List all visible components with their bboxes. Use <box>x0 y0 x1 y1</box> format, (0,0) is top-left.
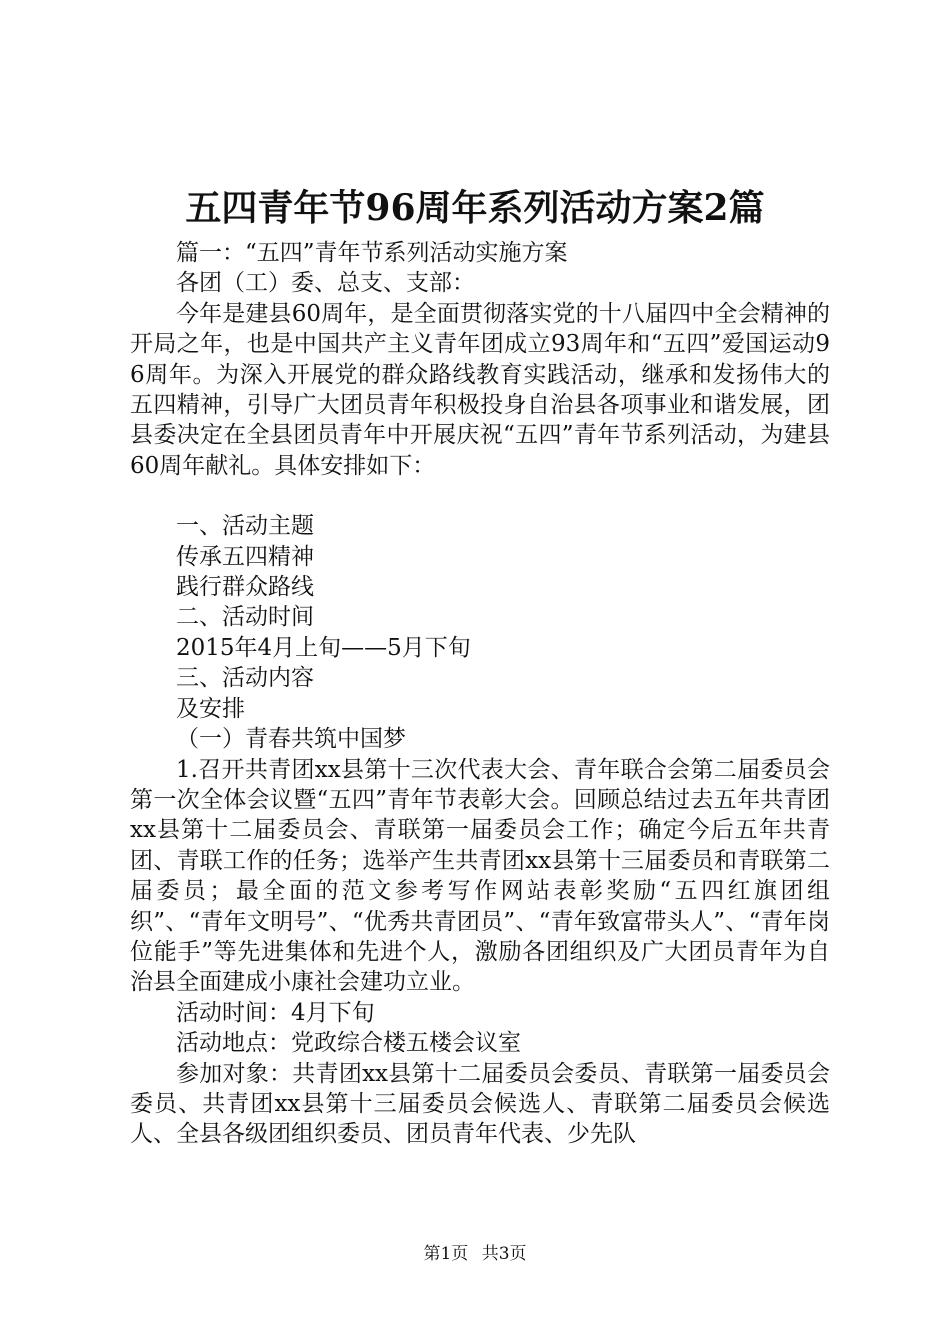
theme-line-1: 传承五四精神 <box>176 543 314 570</box>
heading-activity-time: 二、活动时间 <box>176 604 314 631</box>
section-heading: 篇一：“五四”青年节系列活动实施方案 <box>176 240 568 266</box>
document-body <box>130 238 830 1150</box>
activity-time-range: 2015年4月上旬——5月下旬 <box>176 634 471 661</box>
participants-paragraph: 参加对象：共青团xx县第十二届委员会委员、青联第一届委员会委员、共青团xx县第十三届委员会候选人、青联第二届委员会候选人、全县各级团组织委员、团员青年代表、少先队 <box>130 1060 830 1148</box>
intro-paragraph: 今年是建县60周年，是全面贯彻落实党的十八届四中全会精神的开局之年，也是中国共产主义青年团成立93周年和“五四”爱国运动96周年。为深入开展党的群众路线教育实践活动，继承和发扬伟大的五四精神，引导广大团员青年积极投身自治县各项事业和谐发展，团县委决定在全县团员青年中开展庆祝“五四”青年节系列活动，为建县60周年献礼。具体安排如下： <box>130 300 830 479</box>
heading-arrangement: 及安排 <box>176 695 245 722</box>
activity-location-line: 活动地点：党政综合楼五楼会议室 <box>176 1030 521 1057</box>
subheading-youth-dream: （一）青春共筑中国梦 <box>176 726 406 753</box>
document-title: 五四青年节96周年系列活动方案2篇 <box>185 187 765 229</box>
activity-time-line: 活动时间：4月下旬 <box>176 999 375 1026</box>
heading-activity-theme: 一、活动主题 <box>176 513 314 540</box>
item-1-paragraph: 1.召开共青团xx县第十三次代表大会、青年联合会第二届委员会第一次全体会议暨“五四”青年节表彰大会。回顾总结过去五年共青团xx县第十二届委员会、青联第一届委员会工作；确定今后五年共青团、青联工作的任务；选举产生共青团xx县第十三届委员和青联第二届委员；最全面的范文参考写作网站表彰奖励“五四红旗团组织”、“青年文明号”、“优秀共青团员”、“青年致富带头人”、“青年岗位能手”等先进集体和先进个人，激励各团组织及广大团员青年为自治县全面建成小康社会建功立业。 <box>130 756 830 996</box>
theme-line-2: 践行群众路线 <box>176 574 314 601</box>
heading-activity-content: 三、活动内容 <box>176 665 314 692</box>
page-total: 共3页 <box>481 1244 527 1264</box>
page-number: 第1页 <box>423 1244 469 1264</box>
page-footer <box>0 1242 950 1266</box>
salutation: 各团（工）委、总支、支部： <box>176 270 475 297</box>
